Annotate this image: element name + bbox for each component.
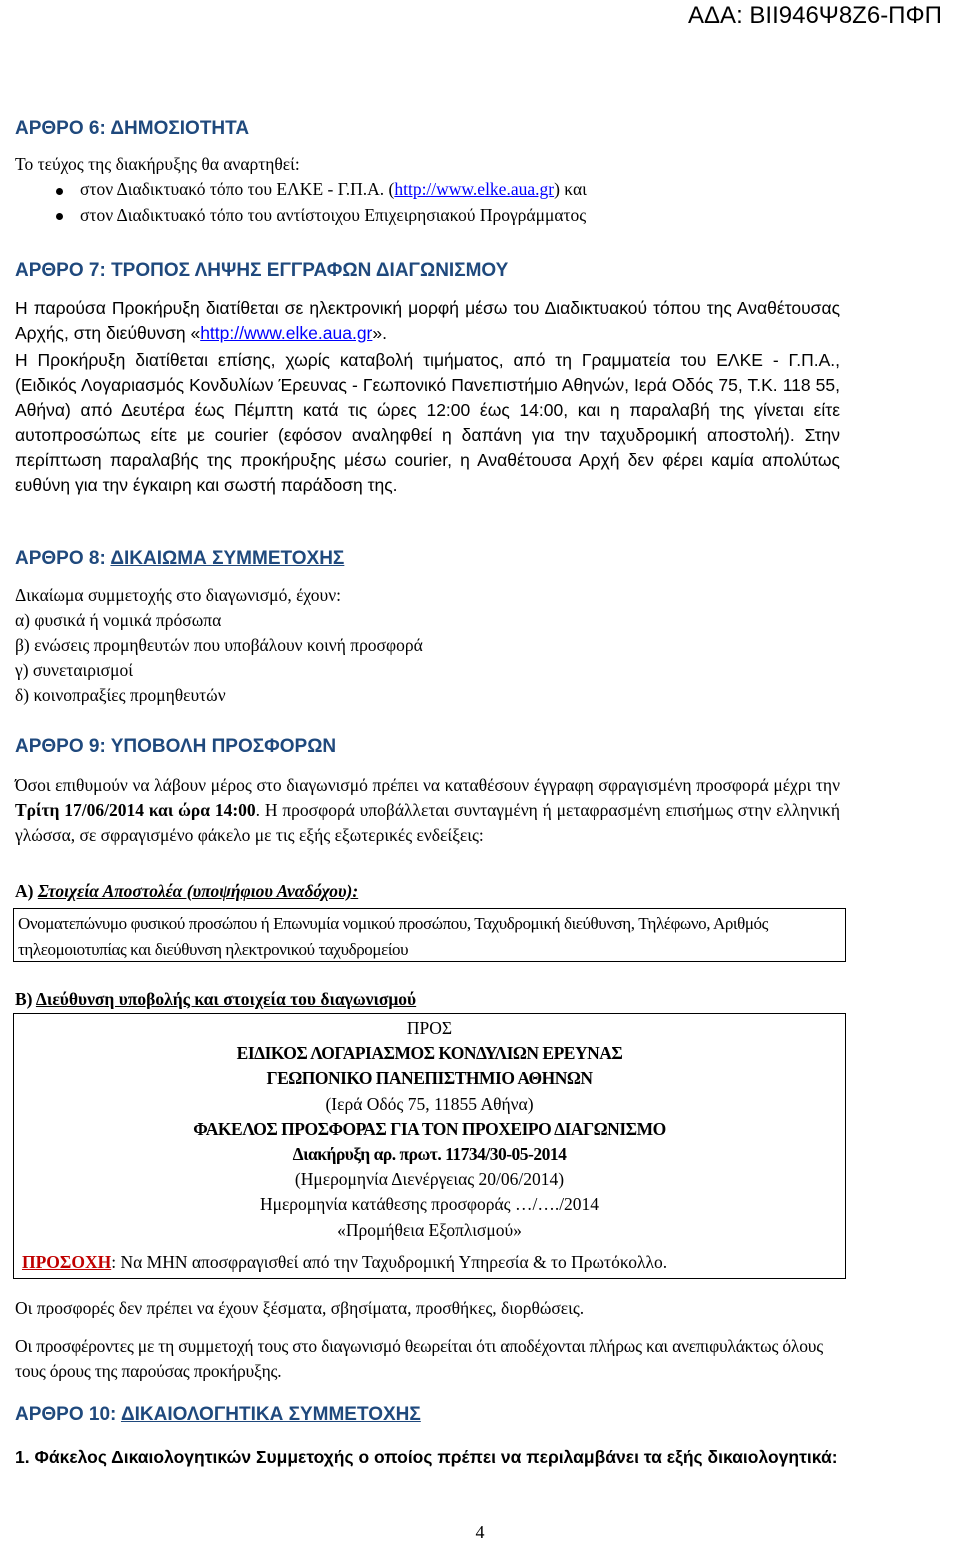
elke-link[interactable]: http://www.elke.aua.gr xyxy=(394,179,555,199)
article-9-heading: ΑΡΘΡΟ 9: ΥΠΟΒΟΛΗ ΠΡΟΣΦΟΡΩΝ xyxy=(15,736,337,757)
article-10-paragraph-1: 1. Φάκελος Δικαιολογητικών Συμμετοχής ο οποίος πρέπει να περιλαμβάνει τα εξής δικαιολογητικά: xyxy=(15,1447,838,1467)
list-item: γ) συνεταιρισμοί xyxy=(15,660,133,680)
article-6-bullet-2: στον Διαδικτυακό τόπο του αντίστοιχου Επιχειρησιακού Προγράμματος xyxy=(80,205,587,225)
box-line: ΦΑΚΕΛΟΣ ΠΡΟΣΦΟΡΑΣ ΓΙΑ ΤΟΝ ΠΡΟΧΕΙΡΟ ΔΙΑΓΩΝΙΣΜΟ xyxy=(193,1118,666,1139)
box-line: ΠΡΟΣ xyxy=(406,1018,453,1038)
article-8-heading: ΑΡΘΡΟ 8: ΔΙΚΑΙΩΜΑ ΣΥΜΜΕΤΟΧΗΣ xyxy=(15,548,345,569)
box-line: (Ημερομηνία Διενέργειας 20/06/2014) xyxy=(294,1169,565,1190)
list-item: α) φυσικά ή νομικά πρόσωπα xyxy=(15,610,222,630)
article-7-heading: ΑΡΘΡΟ 7: ΤΡΟΠΟΣ ΛΗΨΗΣ ΕΓΓΡΑΦΩΝ ΔΙΑΓΩΝΙΣΜΟΥ xyxy=(15,260,509,281)
box-line: Ημερομηνία κατάθεσης προσφοράς …/…./2014 xyxy=(259,1194,600,1215)
list-item: δ) κοινοπραξίες προμηθευτών xyxy=(15,685,226,705)
box-line: Διακήρυξη αρ. πρωτ. 11734/30-05-2014 xyxy=(292,1144,567,1165)
bullet-icon xyxy=(56,188,63,195)
article-10-heading: ΑΡΘΡΟ 10: ΔΙΚΑΙΟΛΟΓΗΤΙΚΑ ΣΥΜΜΕΤΟΧΗΣ xyxy=(15,1404,421,1425)
box-line: «Προμήθεια Εξοπλισμού» xyxy=(337,1219,522,1240)
ada-code: ΑΔΑ: ΒΙΙ946Ψ8Ζ6-ΠΦΠ xyxy=(688,2,942,29)
attention-notice: ΠΡΟΣΟΧΗ: Να ΜΗΝ αποσφραγισθεί από την Ταχυδρομική Υπηρεσία & το Πρωτόκολλο. xyxy=(22,1251,668,1272)
article-6-heading: ΑΡΘΡΟ 6: ΔΗΜΟΣΙΟΤΗΤΑ xyxy=(15,118,250,139)
recipient-info-box xyxy=(13,1013,846,1279)
article-9-paragraph-1: Όσοι επιθυμούν να λάβουν μέρος στο διαγωνισμό πρέπει να καταθέσουν έγγραφη σφραγισμένη προσφορά μέχρι την Τρίτη 17/06/2014 και ώρα 14:00. Η προσφορά υποβάλλεται συνταγμένη ή μεταφρασμένη επισήμως στην ελληνική γλώσσα, σε σφραγισμένο φάκελο με τις εξής εξωτερικές ενδείξεις: xyxy=(15,775,840,845)
article-7-paragraph-2: Η Προκήρυξη διατίθεται επίσης, χωρίς καταβολή τιμήματος, από τη Γραμματεία του ΕΛΚΕ - Γ.Π.Α., (Ειδικός Λογαριασμός Κονδυλίων Έρευνας - Γεωπονικό Πανεπιστήμιο Αθηνών, Ιερά Οδός 75, Τ.Κ. 118 55, Αθήνα) από Δευτέρα έως Πέμπτη κατά τις ώρες 12:00 έως 14:00, και η παραλαβή της γίνεται είτε αυτοπροσώπως είτε με courier (εφόσον αναληφθεί η δαπάνη για την ταχυδρομική αποστολή). Στην περίπτωση παραλαβής της προκήρυξης μέσω courier, η Αναθέτουσα Αρχή δεν φέρει καμία απολύτως ευθύνη για την έγκαιρη και σωστή παράδοση της. xyxy=(15,350,840,495)
box-line: (Ιερά Οδός 75, 11855 Αθήνα) xyxy=(325,1093,534,1114)
article-7-paragraph-1: Η παρούσα Προκήρυξη διατίθεται σε ηλεκτρονική μορφή μέσω του Διαδικτυακού τόπου της Αναθέτουσας Αρχής, στη διεύθυνση «http://www.elke.aua.gr». xyxy=(15,298,840,343)
box-line: ΕΙΔΙΚΟΣ ΛΟΓΑΡΙΑΣΜΟΣ ΚΟΝΔΥΛΙΩΝ ΕΡΕΥΝΑΣ xyxy=(236,1043,623,1064)
article-9-paragraph-3: Οι προσφέροντες με τη συμμετοχή τους στο διαγωνισμό θεωρείται ότι αποδέχονται πλήρως και ανεπιφυλάκτως όλους τους όρους της παρούσας προκήρυξης. xyxy=(15,1336,823,1381)
sender-label: Α) Στοιχεία Αποστολέα (υποψήφιου Αναδόχου): xyxy=(15,881,359,901)
sender-info-box: Ονοματεπώνυμο φυσικού προσώπου ή Επωνυμία νομικού προσώπου, Ταχυδρομική διεύθυνση, Τηλέφωνο, Αριθμός τηλεομοιοτυπίας και διεύθυνση ηλεκτρονικού ταχυδρομείου xyxy=(13,908,846,962)
page-number: 4 xyxy=(475,1522,485,1542)
elke-link[interactable]: http://www.elke.aua.gr xyxy=(200,323,373,343)
recipient-label: Β) Διεύθυνση υποβολής και στοιχεία του διαγωνισμού xyxy=(15,989,417,1009)
article-8-intro: Δικαίωμα συμμετοχής στο διαγωνισμό, έχουν: xyxy=(15,585,341,605)
article-6-bullet-1: στον Διαδικτυακό τόπο του ΕΛΚΕ - Γ.Π.Α. (http://www.elke.aua.gr) και xyxy=(80,179,587,199)
article-9-paragraph-2: Οι προσφορές δεν πρέπει να έχουν ξέσματα, σβησίματα, προσθήκες, διορθώσεις. xyxy=(15,1298,585,1318)
article-6-intro: Το τεύχος της διακήρυξης θα αναρτηθεί: xyxy=(15,154,300,174)
list-item: β) ενώσεις προμηθευτών που υποβάλουν κοινή προσφορά xyxy=(15,635,423,655)
box-line: ΓΕΩΠΟΝΙΚΟ ΠΑΝΕΠΙΣΤΗΜΙΟ ΑΘΗΝΩΝ xyxy=(266,1068,593,1089)
bullet-icon xyxy=(56,213,63,220)
